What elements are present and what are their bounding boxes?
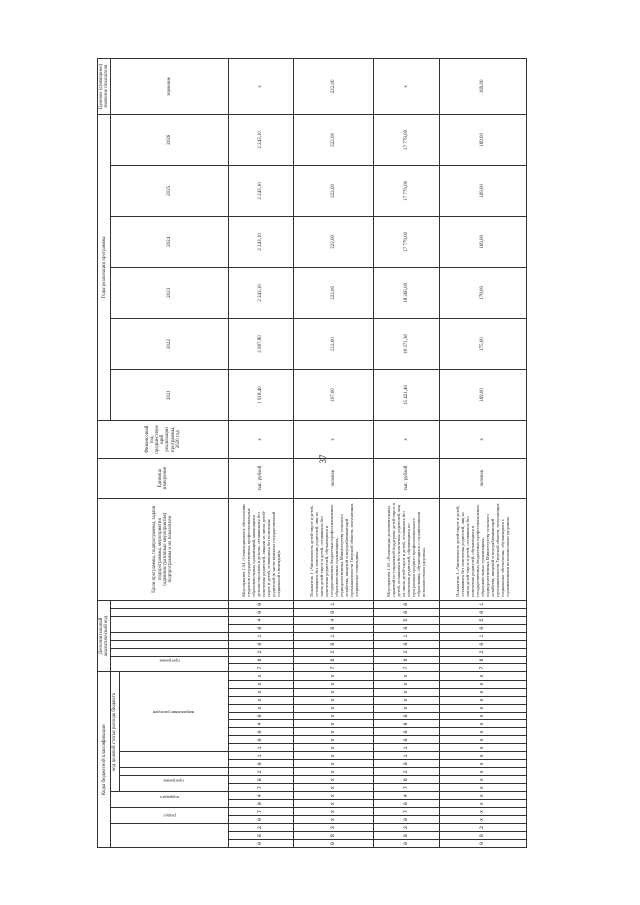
code-cell: 0: [294, 608, 374, 616]
code-cell: 1: [294, 632, 374, 640]
header-expense-direction: направление расходов: [119, 672, 228, 752]
code-cell: x: [374, 680, 440, 688]
code-cell: 0: [294, 640, 374, 648]
header-program: программа: [119, 776, 228, 792]
code-cell: x: [439, 768, 526, 776]
code-cell: 6: [374, 656, 440, 664]
code-cell: 0: [228, 712, 294, 720]
code-cell: 0: [374, 816, 440, 824]
code-cell: x: [439, 816, 526, 824]
code-cell: 0: [228, 736, 294, 744]
row-year-value: 197,00: [294, 369, 374, 420]
row-year-value: 17 779,00: [374, 216, 440, 267]
code-cell: 0: [228, 840, 294, 848]
code-cell: 2: [439, 648, 526, 656]
code-cell: x: [439, 744, 526, 752]
code-cell: x: [439, 760, 526, 768]
header-codes-bk: Коды бюджетной классификации: [98, 672, 111, 848]
code-cell: 0: [374, 712, 440, 720]
code-cell: x: [439, 704, 526, 712]
code-cell: x: [439, 712, 526, 720]
code-cell: 6: [228, 656, 294, 664]
code-cell: x: [439, 736, 526, 744]
code-cell: x: [294, 752, 374, 760]
code-cell: x: [228, 672, 294, 680]
row-year-value: 175,00: [439, 318, 526, 369]
code-cell: 0: [374, 728, 440, 736]
code-cell: 9: [374, 720, 440, 728]
header-add-analytic: [111, 608, 228, 616]
code-cell: 0: [228, 760, 294, 768]
code-cell: 5: [374, 616, 440, 624]
row-year-value: 178,00: [439, 267, 526, 318]
row-year-value: 212,00: [294, 318, 374, 369]
code-cell: 0: [228, 600, 294, 608]
code-cell: 0: [439, 624, 526, 632]
row-target-value: 222,00: [294, 59, 374, 115]
code-cell: x: [294, 728, 374, 736]
code-cell: 0: [374, 640, 440, 648]
code-cell: 3: [439, 824, 526, 832]
code-cell: 1: [228, 632, 294, 640]
header-add-task: [111, 632, 228, 640]
code-cell: 0: [374, 608, 440, 616]
code-cell: x: [228, 680, 294, 688]
code-cell: x: [374, 696, 440, 704]
row-year-value: 222,00: [294, 165, 374, 216]
code-cell: 1: [374, 744, 440, 752]
code-cell: x: [294, 760, 374, 768]
code-cell: 4: [374, 792, 440, 800]
code-cell: x: [439, 776, 526, 784]
code-cell: 7: [228, 808, 294, 816]
code-cell: 6: [374, 776, 440, 784]
row-year-value: 17 779,00: [374, 114, 440, 165]
header-subprogram: [119, 768, 228, 776]
table-row: [228, 59, 294, 848]
header-financial-year: Финансовый год, предшествующий реализации программы, 2020 год: [98, 421, 229, 459]
row-year-value: 15 421,40: [374, 369, 440, 420]
header-target-value: значение: [111, 59, 228, 115]
code-cell: x: [294, 704, 374, 712]
row-year-value: 2 087,80: [228, 318, 294, 369]
code-cell: 0: [374, 840, 440, 848]
code-cell: 3: [228, 824, 294, 832]
code-cell: 1: [439, 600, 526, 608]
code-cell: 0: [439, 840, 526, 848]
code-cell: 0: [228, 816, 294, 824]
code-cell: x: [294, 808, 374, 816]
code-cell: 0: [374, 736, 440, 744]
code-cell: x: [228, 704, 294, 712]
header-add-subprogram: [111, 648, 228, 656]
code-cell: 2: [294, 648, 374, 656]
code-cell: 2: [374, 768, 440, 776]
code-cell: 4: [294, 616, 374, 624]
code-cell: 1: [228, 752, 294, 760]
row-unit: тыс. рублей: [228, 458, 294, 498]
row-year-value: 169,00: [439, 165, 526, 216]
code-cell: x: [439, 680, 526, 688]
header-unit: Единица измерения: [98, 458, 229, 498]
code-cell: 0: [374, 760, 440, 768]
table-row: [374, 59, 440, 848]
row-year-value: 2 243,10: [228, 114, 294, 165]
code-cell: x: [294, 720, 374, 728]
code-cell: 2: [228, 768, 294, 776]
row-financial-year: x: [439, 421, 526, 459]
code-cell: x: [439, 792, 526, 800]
row-target-value: x: [228, 59, 294, 115]
row-target-value: 169,00: [439, 59, 526, 115]
page-number: 37: [318, 454, 328, 464]
row-financial-year: x: [294, 421, 374, 459]
header-add-program: программа: [111, 656, 228, 672]
code-cell: x: [374, 704, 440, 712]
code-cell: 7: [374, 784, 440, 792]
code-cell: 3: [294, 824, 374, 832]
code-cell: 4: [228, 720, 294, 728]
header-year-2022: 2022: [111, 318, 228, 369]
code-cell: x: [439, 784, 526, 792]
row-year-value: 17 779,00: [374, 165, 440, 216]
code-cell: 0: [374, 600, 440, 608]
code-cell: 0: [374, 800, 440, 808]
header-target-article: код целевой статьи расхода бюджета: [111, 672, 119, 792]
code-cell: 8: [439, 832, 526, 840]
code-cell: 0: [228, 624, 294, 632]
header-adm-code: [111, 824, 228, 848]
program-table-wrapper: [97, 58, 527, 848]
code-cell: x: [294, 768, 374, 776]
row-year-value: 169,00: [439, 114, 526, 165]
header-year-2021: 2021: [111, 369, 228, 420]
code-cell: x: [294, 792, 374, 800]
code-cell: 0: [294, 840, 374, 848]
code-cell: x: [294, 680, 374, 688]
row-year-value: 222,00: [294, 216, 374, 267]
code-cell: x: [439, 688, 526, 696]
code-cell: x: [439, 800, 526, 808]
table-row: [439, 59, 526, 848]
header-year-2023: 2023: [111, 267, 228, 318]
row-year-value: 222,00: [294, 267, 374, 318]
code-cell: 1: [374, 752, 440, 760]
program-table: [97, 58, 527, 848]
row-year-value: 169,00: [439, 369, 526, 420]
header-add-goal: [111, 640, 228, 648]
row-name: Показатель 1 «Численность детей-сирот и детей, оставшихся без попечения родителей, лиц из числа детей-сирот и детей, оставшихся без попечения родителей, обучающихся в государственных бюджетных профессиональных образовательных организациях, подведомственных Министерству сельского хозяйства, пищевой и перерабатывающей промышленности Тверской области, получающих социальные стипендии»: [294, 498, 374, 600]
code-cell: 2: [374, 648, 440, 656]
code-cell: x: [374, 672, 440, 680]
header-year-2026: 2026: [111, 114, 228, 165]
header-target: Целевое (суммарное) значение показателя: [98, 59, 111, 115]
header-task: [119, 752, 228, 768]
code-cell: 4: [228, 792, 294, 800]
header-years-group: Годы реализации программы: [98, 114, 111, 420]
header-add-indicator-number: [111, 600, 228, 608]
header-subsection: подраздел: [111, 792, 228, 808]
code-cell: 7: [294, 664, 374, 672]
code-cell: 7: [374, 664, 440, 672]
code-cell: x: [228, 696, 294, 704]
code-cell: 8: [228, 776, 294, 784]
code-cell: x: [439, 752, 526, 760]
code-cell: x: [439, 696, 526, 704]
header-additional-code: Дополнительный аналитический код: [98, 600, 111, 672]
code-cell: x: [439, 720, 526, 728]
code-cell: x: [294, 816, 374, 824]
row-year-value: 2 243,10: [228, 165, 294, 216]
code-cell: x: [439, 728, 526, 736]
code-cell: 6: [439, 656, 526, 664]
code-cell: x: [228, 688, 294, 696]
code-cell: 8: [228, 832, 294, 840]
code-cell: 8: [374, 832, 440, 840]
code-cell: x: [439, 808, 526, 816]
code-cell: x: [294, 688, 374, 696]
row-year-value: 169,00: [439, 216, 526, 267]
code-cell: 3: [374, 824, 440, 832]
code-cell: 0: [228, 728, 294, 736]
code-cell: 5: [439, 616, 526, 624]
code-cell: 1: [439, 632, 526, 640]
row-year-value: 18 260,00: [374, 267, 440, 318]
row-year-value: 2 243,10: [228, 267, 294, 318]
code-cell: 0: [294, 624, 374, 632]
header-section: раздел: [111, 808, 228, 824]
code-cell: 0: [228, 640, 294, 648]
header-add-measure: [111, 616, 228, 632]
row-year-value: 2 243,10: [228, 216, 294, 267]
row-year-value: 18 371,30: [374, 318, 440, 369]
code-cell: x: [439, 672, 526, 680]
code-cell: x: [294, 712, 374, 720]
row-financial-year: x: [228, 421, 294, 459]
code-cell: 1: [294, 600, 374, 608]
table-row: [294, 59, 374, 848]
code-cell: 6: [294, 656, 374, 664]
row-unit: человек: [294, 458, 374, 498]
header-year-2024: 2024: [111, 216, 228, 267]
code-cell: 7: [374, 808, 440, 816]
row-name: Мероприятие 1.05 «Реализация дополнительных гарантий по социальной поддержке детей-сирот и детей, оставшихся без попечения родителей, лиц из числа детей-сирот и детей, оставшихся без попечения родителей, обучающихся по программам среднего профессионального образования, обучающихся с ограниченными возможностями здоровья»: [374, 498, 440, 600]
header-year-2025: 2025: [111, 165, 228, 216]
code-cell: 0: [374, 624, 440, 632]
code-cell: x: [294, 744, 374, 752]
code-cell: 7: [228, 664, 294, 672]
code-cell: 0: [228, 800, 294, 808]
row-unit: тыс. рублей: [374, 458, 440, 498]
row-name: Мероприятие 1.04 «Стипендиальное обеспечение студентов государственных профессиональных образовательных организаций, являющихся детьми-сиротами и детьми, оставшимися без попечения родителей, лицами из числа детей-сирот и детей, оставшихся без попечения родителей (в части выплаты государственной социальной стипендии)»: [228, 498, 294, 600]
code-cell: x: [294, 696, 374, 704]
header-name: Цели программы, подпрограммы, задачи подпрограммы, мероприятия (административные мероприятия) подпрограммы и их показатели: [98, 498, 229, 600]
code-cell: x: [294, 784, 374, 792]
code-cell: x: [294, 776, 374, 784]
row-name: Показатель 1 «Численность детей-сирот и детей, оставшихся без попечения родителей, лиц из числа детей-сирот и детей, оставшихся без попечения родителей, обучающихся в государственных бюджетных профессиональных образовательных организациях, подведомственных Министерству сельского хозяйства, пищевой и перерабатывающей промышленности Тверской области, получающих социальные обеспечение, обучающихся с ограниченными возможностями здоровья»: [439, 498, 526, 600]
code-cell: 8: [294, 832, 374, 840]
code-cell: 0: [439, 608, 526, 616]
code-cell: 4: [228, 616, 294, 624]
code-cell: x: [294, 800, 374, 808]
code-cell: x: [374, 688, 440, 696]
code-cell: 7: [228, 784, 294, 792]
row-year-value: 1 918,40: [228, 369, 294, 420]
code-cell: 2: [228, 648, 294, 656]
row-year-value: 222,00: [294, 114, 374, 165]
row-financial-year: x: [374, 421, 440, 459]
code-cell: 0: [228, 608, 294, 616]
row-unit: человек: [439, 458, 526, 498]
code-cell: 7: [439, 664, 526, 672]
code-cell: x: [294, 672, 374, 680]
code-cell: 1: [228, 744, 294, 752]
code-cell: 0: [439, 640, 526, 648]
code-cell: 1: [374, 632, 440, 640]
row-target-value: x: [374, 59, 440, 115]
code-cell: x: [294, 736, 374, 744]
